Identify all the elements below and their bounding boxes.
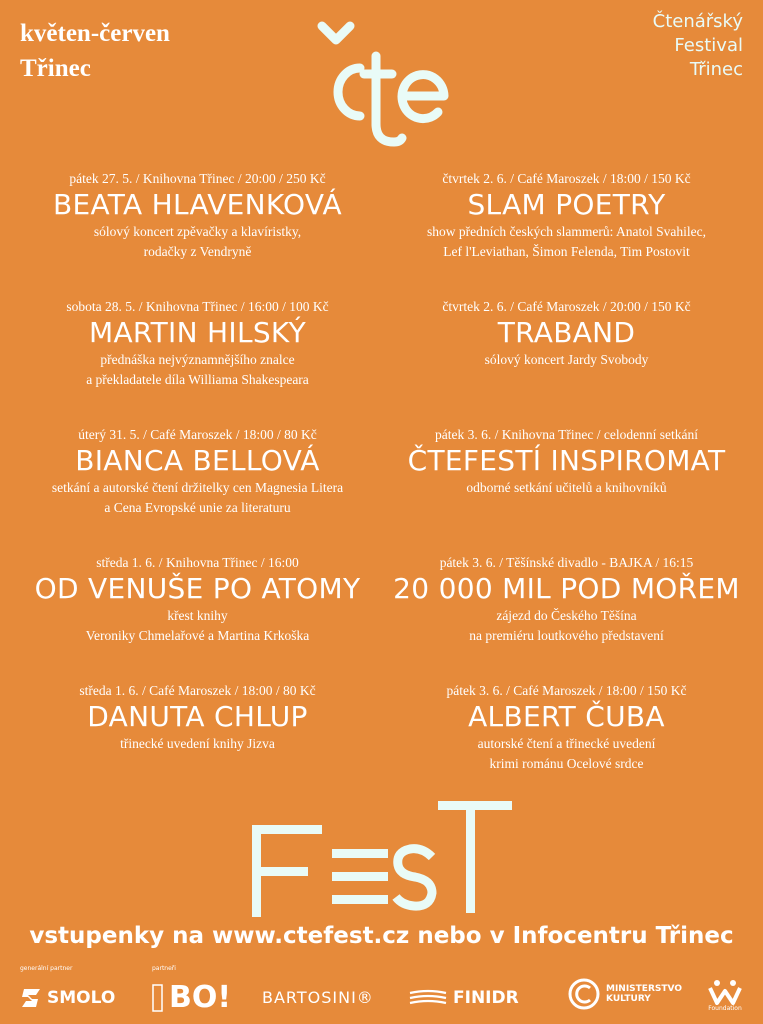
festival-line-2: Festival <box>674 35 743 56</box>
event-card <box>390 552 763 680</box>
event-desc-line: odborné setkání učitelů a knihovníků <box>466 480 667 495</box>
partner-label: generální partner <box>20 965 73 972</box>
event-meta: středa 1. 6. / Knihovna Třinec / 16:00 <box>96 555 299 570</box>
festival-line-3: Třinec <box>689 59 743 80</box>
event-meta: pátek 3. 6. / Knihovna Třinec / celodenní setkání <box>435 427 698 442</box>
event-desc-line: setkání a autorské čtení držitelky cen Magnesia Litera <box>51 480 344 495</box>
smolo-icon <box>20 987 42 1009</box>
partner-name: MINISTERSTVO <box>606 984 682 994</box>
event-desc-line: Veroniky Chmelařové a Martina Krkoška <box>85 628 310 643</box>
event-desc-line: třinecké uvedení knihy Jizva <box>120 736 275 751</box>
event-desc-line: a Cena Evropské unie za literaturu <box>104 500 291 515</box>
event-title: MARTIN HILSKÝ <box>89 316 306 349</box>
event-title: ČTEFESTÍ INSPIROMAT <box>407 444 726 477</box>
event-title: TRABAND <box>497 316 636 349</box>
event-desc-line: zájezd do Českého Těšína <box>496 608 637 623</box>
event-card <box>390 296 763 424</box>
event-desc-line: krimi románu Ocelové srdce <box>489 756 644 771</box>
event-desc-line: sólový koncert Jardy Svobody <box>484 352 649 367</box>
tickets-info: vstupenky na www.ctefest.cz nebo v Infocentru Třinec <box>29 923 734 949</box>
event-desc-line: rodačky z Vendryně <box>143 244 252 259</box>
event-meta: pátek 3. 6. / Těšínské divadlo - BAJKA / 16:15 <box>439 555 694 570</box>
event-title: BEATA HLAVENKOVÁ <box>52 188 342 221</box>
event-desc-line: show předních českých slammerů: Anatol Svahilec, <box>427 224 706 239</box>
festival-line-1: Čtenářský <box>652 11 743 32</box>
partner-bartosini <box>262 965 392 1020</box>
event-desc-line: křest knihy <box>167 608 228 623</box>
w-icon <box>708 979 742 1005</box>
event-title: SLAM POETRY <box>467 188 666 221</box>
event-meta: úterý 31. 5. / Café Maroszek / 18:00 / 80 Kč <box>78 427 317 442</box>
event-card <box>0 424 390 552</box>
event-desc-line: přednáška nejvýznamnějšího znalce <box>100 352 295 367</box>
ministry-icon <box>568 978 600 1010</box>
partner-smolo <box>20 965 140 1020</box>
event-card <box>390 168 763 296</box>
partner-finidr <box>408 965 553 1020</box>
event-card <box>390 680 763 808</box>
event-card <box>0 296 390 424</box>
event-card <box>0 168 390 296</box>
event-meta: pátek 27. 5. / Knihovna Třinec / 20:00 / 250 Kč <box>69 171 326 186</box>
event-meta: pátek 3. 6. / Café Maroszek / 18:00 / 150 Kč <box>446 683 687 698</box>
event-desc-line: autorské čtení a třinecké uvedení <box>477 736 656 751</box>
event-meta: středa 1. 6. / Café Maroszek / 18:00 / 80 Kč <box>79 683 316 698</box>
partner-name: BARTOSINI® <box>262 988 374 1007</box>
event-desc-line: a překladatele díla Williama Shakespeara <box>86 372 309 387</box>
event-meta: sobota 28. 5. / Knihovna Třinec / 16:00 / 100 Kč <box>66 299 329 314</box>
events-grid <box>0 168 763 808</box>
event-card <box>390 424 763 552</box>
cte-logo <box>314 20 454 160</box>
partner-label: partneři <box>152 965 176 972</box>
date-range: květen-červen <box>20 20 170 47</box>
festival-name-block <box>653 10 743 82</box>
event-meta: čtvrtek 2. 6. / Café Maroszek / 18:00 / 150 Kč <box>442 171 691 186</box>
partners-bar <box>20 965 750 1020</box>
partner-bo <box>152 965 242 1020</box>
date-city-block <box>20 16 170 86</box>
city-name: Třinec <box>20 55 91 82</box>
event-meta: čtvrtek 2. 6. / Café Maroszek / 20:00 / 150 Kč <box>442 299 691 314</box>
partner-name: SMOLO <box>47 988 116 1008</box>
event-card <box>0 680 390 808</box>
event-title: DANUTA CHLUP <box>87 700 308 733</box>
event-title: 20 000 MIL POD MOŘEM <box>393 572 740 605</box>
partner-w-foundation <box>700 965 750 1020</box>
event-desc-line: na premiéru loutkového představení <box>469 628 664 643</box>
finidr-icon <box>408 989 448 1007</box>
event-title: ALBERT ČUBA <box>468 700 665 733</box>
bo-icon <box>152 983 164 1013</box>
partner-name: BO! <box>169 980 232 1015</box>
event-desc-line: sólový koncert zpěvačky a klavíristky, <box>93 224 302 239</box>
event-title: BIANCA BELLOVÁ <box>75 444 320 477</box>
partner-name-line2: KULTURY <box>606 994 651 1004</box>
partner-ministry <box>568 965 688 1020</box>
fest-logo <box>250 795 515 920</box>
event-desc-line: Lef l'Leviathan, Šimon Felenda, Tim Postovit <box>443 244 690 259</box>
partner-name: FINIDR <box>453 988 519 1008</box>
partner-name: Foundation <box>708 1005 742 1012</box>
event-card <box>0 552 390 680</box>
event-title: OD VENUŠE PO ATOMY <box>34 572 361 605</box>
